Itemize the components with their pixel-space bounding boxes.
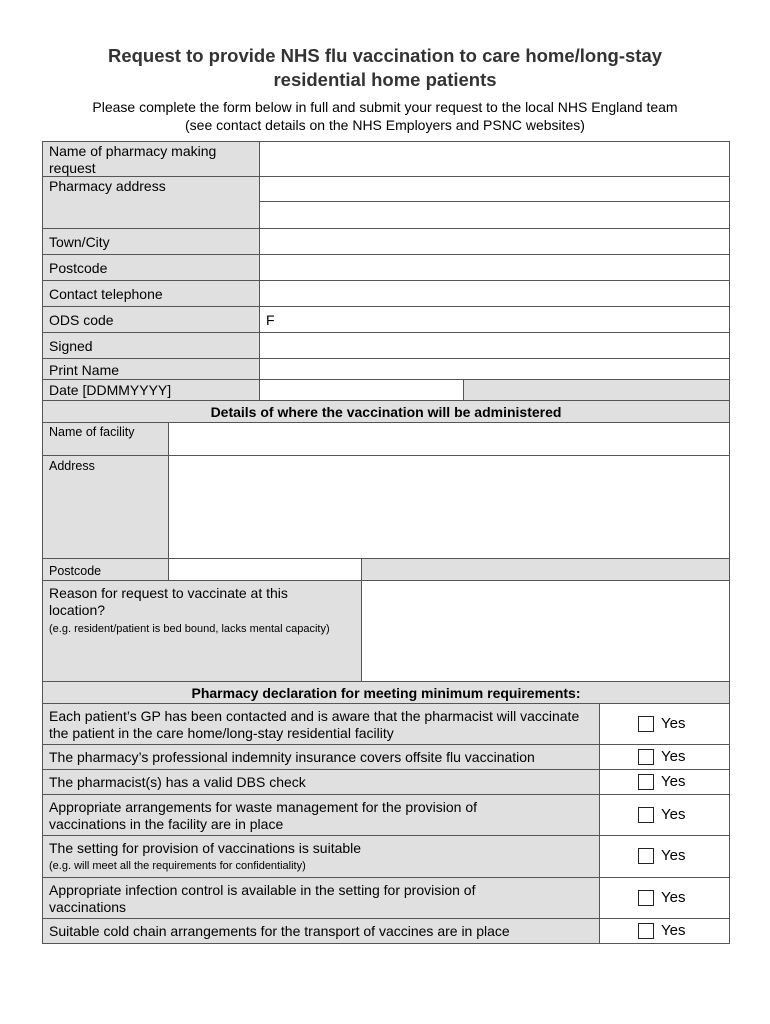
- declaration-item-1-yes: Yes: [661, 715, 686, 732]
- pharmacy-address-field-2[interactable]: [259, 201, 730, 229]
- declaration-item-3-text: The pharmacist(s) has a valid DBS check: [49, 774, 306, 790]
- declaration-item-5-yes: Yes: [661, 847, 686, 864]
- facility-postcode-label: Postcode: [42, 558, 169, 581]
- date-label: Date [DDMMYYYY]: [42, 379, 260, 401]
- declaration-item-7-text: Suitable cold chain arrangements for the transport of vaccines are in place: [49, 923, 510, 939]
- facility-name-field[interactable]: [168, 422, 730, 456]
- declaration-item-4-label: [42, 794, 600, 836]
- subtitle-line-1: Please complete the form below in full and submit your request to the local NHS England team: [92, 99, 678, 115]
- telephone-label: Contact telephone: [42, 280, 260, 307]
- facility-address-field[interactable]: [168, 455, 730, 559]
- facility-postcode-field[interactable]: [168, 558, 362, 581]
- declaration-item-2-check: [599, 744, 730, 770]
- pharmacy-address-field-1[interactable]: [259, 176, 730, 202]
- town-field[interactable]: [259, 228, 730, 255]
- reason-note: (e.g. resident/patient is bed bound, lacks mental capacity): [49, 623, 330, 635]
- signed-field[interactable]: [259, 332, 730, 359]
- declaration-item-6-checkbox[interactable]: [638, 890, 654, 906]
- declaration-item-5-text: The setting for provision of vaccinations is suitable: [49, 840, 362, 856]
- reason-label: Reason for request to vaccinate at this location?: [49, 585, 288, 618]
- declaration-item-7-label: [42, 918, 600, 944]
- pharmacy-address-label: Pharmacy address: [42, 176, 260, 229]
- declaration-item-1-check: [599, 703, 730, 745]
- subtitle-line-2: (see contact details on the NHS Employers and PSNC websites): [185, 117, 585, 133]
- postcode-field[interactable]: [259, 254, 730, 281]
- facility-address-label: Address: [42, 455, 169, 559]
- ods-code-field[interactable]: F: [259, 306, 730, 333]
- form-subtitle: [40, 98, 730, 134]
- declaration-item-4-check: [599, 794, 730, 836]
- ods-code-label: ODS code: [42, 306, 260, 333]
- print-name-label: Print Name: [42, 358, 260, 380]
- declaration-item-5-check: [599, 835, 730, 878]
- postcode-shaded-cell: [361, 558, 730, 581]
- town-label: Town/City: [42, 228, 260, 255]
- declaration-item-6-text: Appropriate infection control is available in the setting for provision of vaccinations: [49, 882, 476, 915]
- date-shaded-cell: [463, 379, 730, 401]
- pharmacy-name-label: Name of pharmacy making request: [42, 141, 260, 177]
- facility-section-header: Details of where the vaccination will be administered: [42, 400, 730, 423]
- declaration-item-1-label: [42, 703, 600, 745]
- date-field[interactable]: [259, 379, 464, 401]
- declaration-item-4-text: Appropriate arrangements for waste management for the provision of vaccinations in the facility are in place: [49, 799, 478, 832]
- facility-name-label: Name of facility: [42, 422, 169, 456]
- declaration-item-2-label: [42, 744, 600, 770]
- declaration-item-6-check: [599, 877, 730, 919]
- declaration-item-5-note: (e.g. will meet all the requirements for confidentiality): [49, 860, 306, 872]
- postcode-label: Postcode: [42, 254, 260, 281]
- declaration-item-7-checkbox[interactable]: [638, 923, 654, 939]
- telephone-field[interactable]: [259, 280, 730, 307]
- pharmacy-name-field[interactable]: [259, 141, 730, 177]
- form-title: [40, 44, 730, 92]
- declaration-item-5-label: [42, 835, 600, 878]
- declaration-item-3-label: [42, 769, 600, 795]
- declaration-item-3-checkbox[interactable]: [638, 774, 654, 790]
- declaration-section-header: Pharmacy declaration for meeting minimum requirements:: [42, 681, 730, 704]
- declaration-item-5-checkbox[interactable]: [638, 848, 654, 864]
- reason-field[interactable]: [361, 580, 730, 682]
- declaration-item-1-text: Each patient’s GP has been contacted and is aware that the pharmacist will vaccinate the patient in the care home/long-stay residential facility: [49, 708, 580, 741]
- declaration-item-2-text: The pharmacy’s professional indemnity insurance covers offsite flu vaccination: [49, 749, 535, 765]
- declaration-item-3-yes: Yes: [661, 773, 686, 790]
- declaration-item-3-check: [599, 769, 730, 795]
- title-line-2: residential home patients: [273, 69, 497, 90]
- reason-label-cell: [42, 580, 362, 682]
- title-line-1: Request to provide NHS flu vaccination to care home/long-stay: [107, 45, 663, 66]
- print-name-field[interactable]: [259, 358, 730, 380]
- signed-label: Signed: [42, 332, 260, 359]
- declaration-item-2-yes: Yes: [661, 748, 686, 765]
- declaration-item-6-yes: Yes: [661, 889, 686, 906]
- declaration-item-4-checkbox[interactable]: [638, 807, 654, 823]
- declaration-item-6-label: [42, 877, 600, 919]
- declaration-item-7-check: [599, 918, 730, 944]
- declaration-item-4-yes: Yes: [661, 806, 686, 823]
- declaration-item-2-checkbox[interactable]: [638, 749, 654, 765]
- declaration-item-7-yes: Yes: [661, 922, 686, 939]
- declaration-item-1-checkbox[interactable]: [638, 716, 654, 732]
